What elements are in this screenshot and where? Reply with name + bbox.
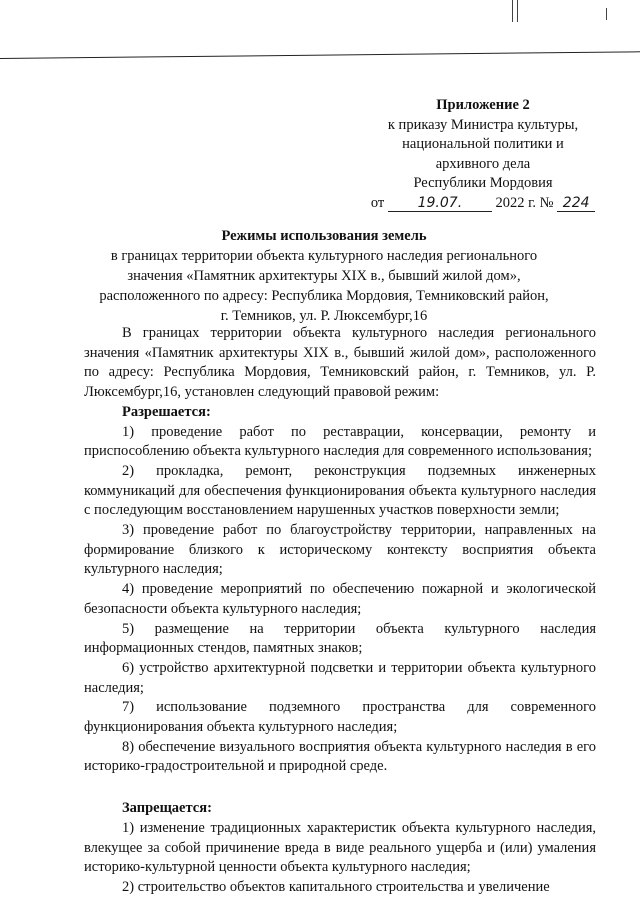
allowed-item: 5) размещение на территории объекта культурного наследия информационных стендов, памятных знаков; — [84, 620, 596, 657]
appendix-line: национальной политики и — [402, 136, 564, 152]
forbidden-item: 1) изменение традиционных характеристик объекта культурного наследия, влекущее за собой причинение вреда в виде реального ущерба и (или) умаления историко-культурной ценности объекта культурного наследия; — [84, 819, 596, 876]
handwritten-date: 19.07. — [388, 196, 492, 212]
title-line: расположенного по адресу: Республика Мордовия, Темниковский район, — [99, 288, 549, 304]
forbidden-item: 2) строительство объектов капитального строительства и увеличение — [122, 878, 550, 895]
title-line: в границах территории объекта культурного наследия регионального — [110, 248, 538, 264]
document-title — [60, 226, 588, 326]
section-gap — [84, 777, 596, 799]
allowed-item: 4) проведение мероприятий по обеспечению пожарной и экологической безопасности объекта культурного наследия; — [84, 581, 596, 617]
forbidden-heading: Запрещается: — [122, 800, 212, 817]
appendix-line: к приказу Министра культуры, — [387, 116, 579, 133]
allowed-heading: Разрешается: — [122, 403, 211, 420]
appendix-block — [358, 96, 608, 213]
order-date-row — [358, 194, 608, 214]
title-line: г. Темников, ул. Р. Люксембург,16 — [220, 308, 428, 324]
document-body — [84, 324, 596, 898]
allowed-item: 1) проведение работ по реставрации, консервации, ремонту и приспособлению объекта культурного наследия для современного использования; — [84, 423, 596, 460]
allowed-item: 8) обеспечение визуального восприятия объекта культурного наследия в его историко-градостроительной и природной среде. — [84, 738, 596, 775]
allowed-item: 3) проведение работ по благоустройству территории, направленных на формирование близкого к историческому контексту восприятия объекта культурного наследия; — [84, 522, 596, 578]
intro-paragraph: В границах территории объекта культурного наследия регионального значения «Памятник архитектуры XIX в., бывший жилой дом», расположенного по адресу: Республика Мордовия, Темниковский район, г. Темников, ул. Р. Люксембург,16, установлен следующий правовой режим: — [84, 325, 596, 401]
allowed-item: 6) устройство архитектурной подсветки и территории объекта культурного наследия; — [84, 659, 596, 696]
appendix-line: Республики Мордовия — [413, 175, 553, 191]
title-line: значения «Памятник архитектуры XIX в., бывший жилой дом», — [127, 268, 521, 284]
title-heading: Режимы использования земель — [221, 228, 427, 244]
allowed-item: 7) использование подземного пространства для современного функционирования объекта культурного наследия; — [84, 699, 596, 736]
year-text: 2022 г. № — [495, 194, 554, 211]
allowed-item: 2) прокладка, ремонт, реконструкция подземных инженерных коммуникаций для обеспечения функционирования объекта культурного наследия с последующим восстановлением нарушенных участков поверхности земли; — [84, 462, 596, 519]
handwritten-number: 224 — [557, 196, 595, 212]
appendix-head: Приложение 2 — [436, 97, 530, 113]
appendix-line: архивного дела — [435, 155, 531, 172]
date-prefix: от — [370, 194, 385, 211]
